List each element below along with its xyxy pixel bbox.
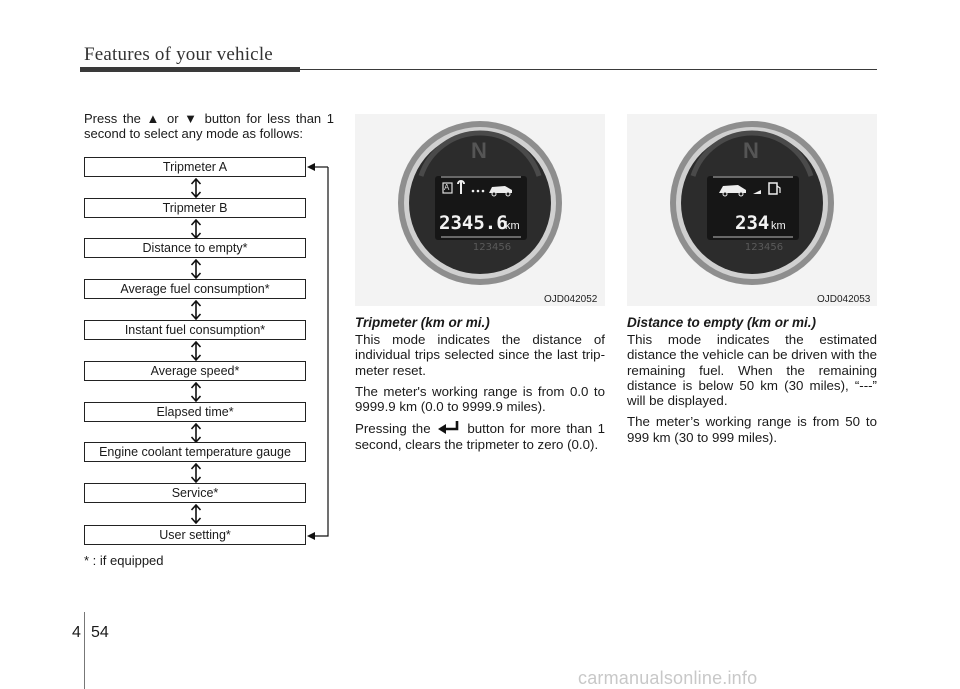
flow-box-elapsed-time: Elapsed time* [84, 402, 306, 422]
footer-divider [84, 612, 85, 689]
double-arrow-icon [189, 382, 203, 402]
flow-box-average-speed: Average speed* [84, 361, 306, 381]
intro-text-2: button for less than 1 second to select any mode as follows: [84, 111, 334, 141]
distance-to-empty-value: 234 [735, 212, 770, 234]
tripmeter-paragraph-1: This mode indicates the distance of individual trips selected since the last trip-meter reset. [355, 332, 605, 378]
tripmeter-paragraph-3 [355, 420, 605, 452]
tripmeter-paragraph-2: The meter's working range is from 0.0 to 9999.9 km (0.0 to 9999.9 miles). [355, 383, 605, 415]
double-arrow-icon [189, 178, 203, 198]
page-header-title: Features of your vehicle [84, 44, 273, 65]
intro-text-or: or [166, 111, 179, 126]
image-code-1: OJD042052 [544, 294, 598, 305]
flow-box-user-setting: User setting* [84, 525, 306, 545]
flow-box-tripmeter-a: Tripmeter A [84, 157, 306, 177]
image-code-2: OJD042053 [817, 294, 871, 305]
footnote: * : if equipped [84, 553, 164, 568]
double-arrow-icon [189, 463, 203, 483]
section-title-distance-to-empty: Distance to empty (km or mi.) [627, 315, 817, 330]
flow-box-instant-fuel-consumption: Instant fuel consumption* [84, 320, 306, 340]
chapter-number: 4 [72, 624, 81, 641]
section-distance-to-empty [627, 315, 877, 451]
distance-to-empty-unit: km [771, 220, 786, 232]
double-arrow-icon [189, 259, 203, 279]
section-body-distance-to-empty [627, 332, 877, 445]
section-title-tripmeter: Tripmeter (km or mi.) [355, 315, 490, 330]
gauge-gear-letter: N [743, 138, 759, 163]
intro-paragraph [84, 111, 334, 141]
tripmeter-p3-start: Pressing the [355, 421, 431, 437]
distance-to-empty-paragraph-2: The meter’s working range is from 50 to 999 km (30 to 999 miles). [627, 414, 877, 445]
distance-to-empty-paragraph-1: This mode indicates the estimated distance the vehicle can be driven with the remaining fuel. When the remaining distance is below 50 km (30 miles), “---” will be displayed. [627, 332, 877, 409]
cluster-photo-distance-to-empty [627, 114, 877, 306]
tripmeter-display-value: 2345.6 [439, 212, 508, 234]
intro-text-1: Press the [84, 111, 141, 126]
down-arrow-icon: ▼ [184, 111, 200, 126]
up-arrow-icon: ▲ [146, 111, 162, 126]
page-number: 54 [91, 624, 109, 641]
flow-box-engine-coolant-temperature-gauge: Engine coolant temperature gauge [84, 442, 306, 462]
flow-box-average-fuel-consumption: Average fuel consumption* [84, 279, 306, 299]
flow-box-service: Service* [84, 483, 306, 503]
tripmeter-p3-end: button for more than 1 second, clears the tripmeter to zero (0.0). [355, 421, 605, 452]
double-arrow-icon [189, 219, 203, 239]
gauge-gear-letter: N [471, 138, 487, 163]
double-arrow-icon [189, 423, 203, 443]
header-rule-thin [300, 69, 877, 70]
double-arrow-icon [189, 341, 203, 361]
flow-box-distance-to-empty: Distance to empty* [84, 238, 306, 258]
cluster-photo-tripmeter [355, 114, 605, 306]
tripmeter-display-unit: km [505, 220, 520, 232]
double-arrow-icon [189, 300, 203, 320]
odometer-readout: 123456 [472, 242, 512, 253]
double-arrow-icon [189, 504, 203, 524]
watermark: carmanualsonline.info [578, 668, 758, 688]
section-body-tripmeter [355, 332, 605, 452]
odometer-readout: 123456 [744, 242, 784, 253]
section-tripmeter [355, 315, 605, 458]
header-rule-thick [80, 67, 300, 72]
loop-back-arrow-icon [306, 158, 332, 544]
flow-box-tripmeter-b: Tripmeter B [84, 198, 306, 218]
enter-button-icon [436, 420, 462, 434]
tripmeter-badge: A [444, 183, 450, 192]
